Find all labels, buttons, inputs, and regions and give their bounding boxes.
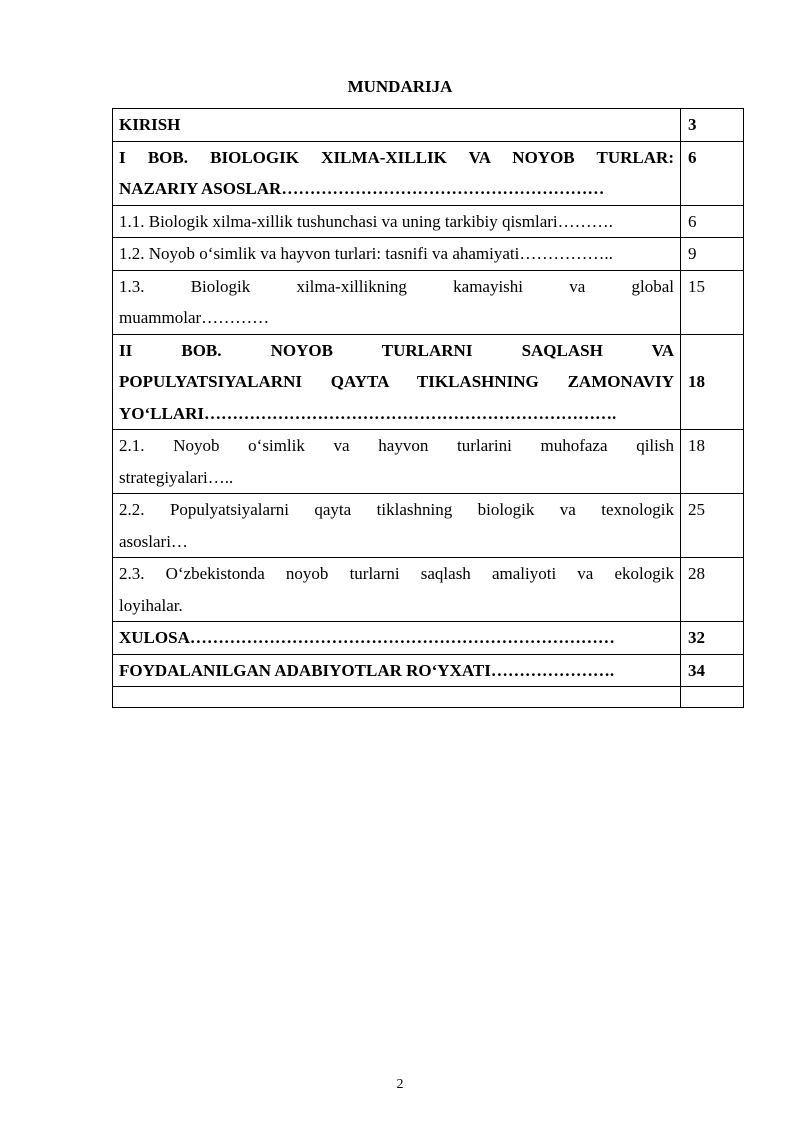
toc-entry-title[interactable] bbox=[113, 270, 681, 334]
toc-row-references bbox=[113, 654, 744, 687]
toc-entry-page: 32 bbox=[681, 622, 744, 655]
toc-entry-page: 28 bbox=[681, 558, 744, 622]
toc-entry-line: asoslari… bbox=[119, 531, 188, 551]
toc-entry-line: 2.3. O‘zbekistonda noyob turlarni saqlash amaliyoti va ekologik bbox=[119, 564, 674, 583]
toc-entry-line: II BOB. NOYOB TURLARNI SAQLASH VA bbox=[119, 340, 674, 360]
toc-entry-line: 1.3. Biologik xilma-xillikning kamayishi va global bbox=[119, 276, 674, 296]
toc-entry-title[interactable]: FOYDALANILGAN ADABIYOTLAR RO‘YXATI…………………. bbox=[113, 654, 681, 687]
toc-row-empty bbox=[113, 687, 744, 708]
toc-entry-title[interactable] bbox=[113, 430, 681, 494]
toc-row-chapter-1 bbox=[113, 141, 744, 205]
toc-entry-title[interactable]: XULOSA………………………………………………………………… bbox=[113, 622, 681, 655]
toc-entry-page: 6 bbox=[681, 205, 744, 238]
toc-row-2-2 bbox=[113, 494, 744, 558]
toc-entry-page: 6 bbox=[681, 141, 744, 205]
toc-entry-page: 25 bbox=[681, 494, 744, 558]
toc-entry-line: NAZARIY ASOSLAR………………………………………………… bbox=[119, 179, 605, 198]
toc-row-2-1 bbox=[113, 430, 744, 494]
toc-entry-line: YO‘LLARI………………………………………………………………. bbox=[119, 403, 617, 423]
empty-cell bbox=[113, 687, 681, 708]
toc-row-2-3 bbox=[113, 558, 744, 622]
toc-entry-page: 9 bbox=[681, 238, 744, 271]
toc-entry-page: 18 bbox=[681, 430, 744, 494]
toc-entry-page: 15 bbox=[681, 270, 744, 334]
toc-entry-title[interactable] bbox=[113, 494, 681, 558]
toc-row-xulosa bbox=[113, 622, 744, 655]
toc-entry-line: muammolar………… bbox=[119, 308, 270, 327]
empty-cell bbox=[681, 687, 744, 708]
page-title: MUNDARIJA bbox=[347, 77, 453, 96]
toc-entry-page: 18 bbox=[681, 334, 744, 430]
toc-entry-line: loyihalar. bbox=[119, 595, 183, 615]
toc-row-1-2 bbox=[113, 238, 744, 271]
toc-entry-title[interactable]: 1.1. Biologik xilma-xillik tushunchasi va uning tarkibiy qismlari………. bbox=[113, 205, 681, 238]
toc-entry-line: strategiyalari….. bbox=[119, 467, 234, 487]
toc-row-1-1 bbox=[113, 205, 744, 238]
toc-row-1-3 bbox=[113, 270, 744, 334]
toc-entry-title[interactable]: 1.2. Noyob o‘simlik va hayvon turlari: tasnifi va ahamiyati…………….. bbox=[113, 238, 681, 271]
toc-entry-title[interactable] bbox=[113, 558, 681, 622]
toc-entry-title[interactable]: KIRISH bbox=[113, 109, 681, 142]
toc-row-kirish bbox=[113, 109, 744, 142]
page-number: 2 bbox=[396, 1077, 404, 1092]
toc-entry-page: 3 bbox=[681, 109, 744, 142]
toc-entry-line: POPULYATSIYALARNI QAYTA TIKLASHNING ZAMONAVIY bbox=[119, 372, 674, 391]
toc-entry-title[interactable] bbox=[113, 334, 681, 430]
toc-entry-line: 2.1. Noyob o‘simlik va hayvon turlarini muhofaza qilish bbox=[119, 436, 674, 455]
toc-row-chapter-2 bbox=[113, 334, 744, 430]
toc-entry-page: 34 bbox=[681, 654, 744, 687]
toc-entry-line: I BOB. BIOLOGIK XILMA-XILLIK VA NOYOB TURLAR: bbox=[119, 147, 674, 167]
toc-entry-title[interactable] bbox=[113, 141, 681, 205]
table-of-contents bbox=[112, 108, 744, 708]
toc-entry-line: 2.2. Populyatsiyalarni qayta tiklashning biologik va texnologik bbox=[119, 500, 674, 519]
